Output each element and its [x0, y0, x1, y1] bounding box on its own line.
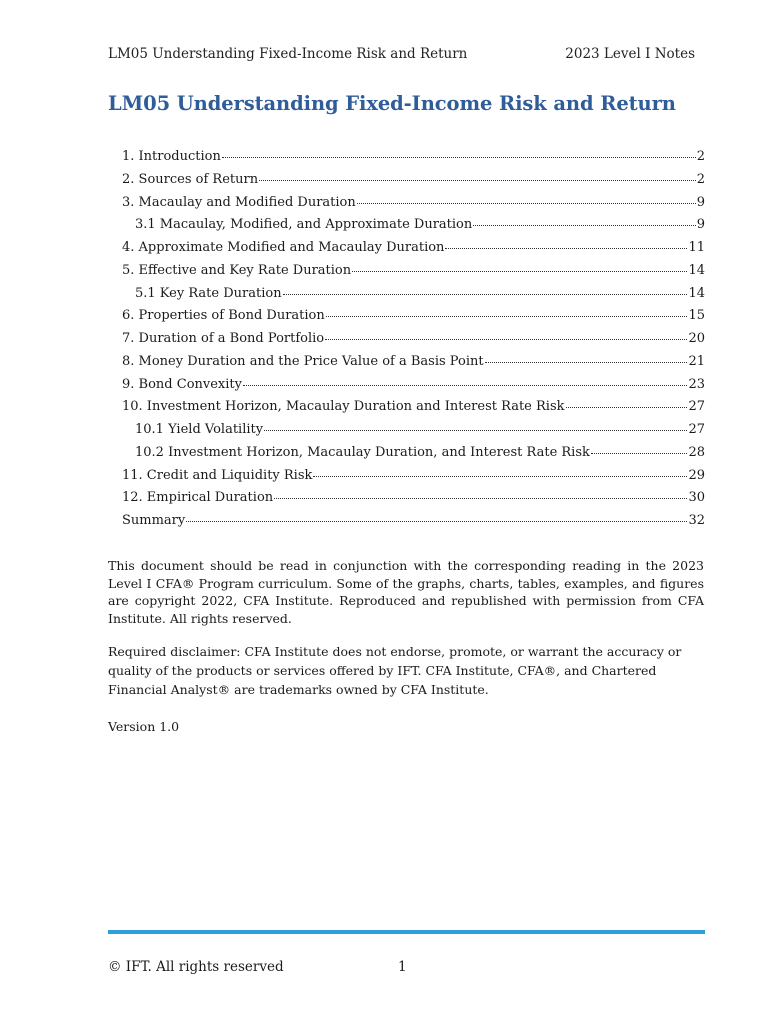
- document-title: LM05 Understanding Fixed-Income Risk and Return: [108, 92, 676, 115]
- version-label: Version 1.0: [108, 719, 180, 734]
- toc-entry-label: 7. Duration of a Bond Portfolio: [122, 331, 325, 346]
- toc-entry[interactable]: [122, 468, 705, 491]
- toc-entry[interactable]: [122, 217, 705, 240]
- header-level-notes: 2023 Level I Notes: [565, 46, 695, 62]
- toc-entry[interactable]: [122, 422, 705, 445]
- toc-entry-page: 30: [688, 490, 705, 506]
- toc-entry[interactable]: [122, 149, 705, 172]
- toc-entry[interactable]: [122, 354, 705, 377]
- toc-entry-page: 21: [688, 353, 705, 369]
- toc-entry[interactable]: [122, 240, 705, 263]
- toc-dot-leader: [259, 179, 696, 181]
- toc-entry[interactable]: [122, 331, 705, 354]
- toc-entry-page: 2: [696, 149, 705, 164]
- toc-entry-label: 5.1 Key Rate Duration: [135, 285, 282, 301]
- toc-entry-label: 4. Approximate Modified and Macaulay Duration: [122, 240, 445, 255]
- toc-entry[interactable]: [122, 490, 705, 513]
- toc-dot-leader: [352, 270, 687, 272]
- toc-dot-leader: [473, 224, 695, 226]
- toc-dot-leader: [326, 315, 688, 317]
- toc-entry[interactable]: [122, 286, 705, 309]
- toc-entry-page: 9: [696, 217, 705, 233]
- conjunction-note: This document should be read in conjunction with the corresponding reading in the 2023 Level I CFA® Program curriculum. Some of the graphs, charts, tables, examples, and figures are copyright 2022, CFA Institute. Reproduced and republished with permission from CFA Institute. All rights reserved.: [108, 558, 704, 626]
- header-doc-title: LM05 Understanding Fixed-Income Risk and Return: [108, 46, 468, 62]
- toc-entry-label: 10.2 Investment Horizon, Macaulay Duration, and Interest Rate Risk: [135, 444, 590, 460]
- toc-entry[interactable]: [122, 195, 705, 218]
- toc-dot-leader: [222, 156, 696, 158]
- toc-dot-leader: [357, 202, 696, 204]
- toc-entry-page: 11: [688, 240, 705, 255]
- toc-entry-page: 23: [688, 376, 705, 392]
- toc-entry-page: 27: [688, 422, 705, 437]
- toc-entry[interactable]: [122, 445, 705, 468]
- footer-copyright: © IFT. All rights reserved: [108, 959, 284, 975]
- toc-entry-page: 27: [688, 399, 705, 415]
- footer-rule: [108, 930, 705, 934]
- toc-entry-page: 9: [696, 194, 705, 210]
- toc-entry-label: 12. Empirical Duration: [122, 490, 274, 506]
- toc-entry-label: 3.1 Macaulay, Modified, and Approximate Duration: [135, 217, 473, 233]
- toc-entry[interactable]: [122, 399, 705, 422]
- toc-dot-leader: [186, 520, 687, 522]
- toc-dot-leader: [591, 452, 688, 454]
- toc-dot-leader: [274, 497, 687, 499]
- toc-dot-leader: [313, 475, 687, 477]
- toc-entry-label: 11. Credit and Liquidity Risk: [122, 467, 313, 483]
- toc-entry-label: 9. Bond Convexity: [122, 376, 242, 392]
- toc-entry-label: 3. Macaulay and Modified Duration: [122, 194, 356, 210]
- toc-dot-leader: [566, 406, 688, 408]
- toc-dot-leader: [283, 293, 688, 295]
- table-of-contents: [122, 149, 705, 536]
- toc-entry[interactable]: [122, 377, 705, 400]
- required-disclaimer: Required disclaimer: CFA Institute does not endorse, promote, or warrant the accuracy or quality of the products or services offered by IFT. CFA Institute, CFA®, and Chartered Financial Analyst® are trademarks owned by CFA Institute.: [108, 644, 682, 697]
- toc-entry-label: 8. Money Duration and the Price Value of a Basis Point: [122, 353, 484, 369]
- toc-entry-page: 32: [688, 513, 705, 528]
- toc-dot-leader: [325, 338, 687, 340]
- toc-entry-page: 14: [688, 285, 705, 301]
- footer-page-number: 1: [398, 959, 407, 975]
- page-header: [108, 46, 695, 62]
- toc-entry-label: 2. Sources of Return: [122, 171, 259, 187]
- toc-entry-page: 29: [688, 467, 705, 483]
- toc-entry[interactable]: [122, 308, 705, 331]
- toc-entry-page: 20: [688, 331, 705, 346]
- toc-entry[interactable]: [122, 513, 705, 536]
- toc-entry[interactable]: [122, 172, 705, 195]
- toc-entry-page: 2: [696, 171, 705, 187]
- toc-entry-label: Summary: [122, 513, 186, 528]
- toc-entry-label: 10.1 Yield Volatility: [135, 422, 264, 437]
- toc-entry-page: 14: [688, 262, 705, 278]
- toc-entry[interactable]: [122, 263, 705, 286]
- toc-entry-label: 5. Effective and Key Rate Duration: [122, 262, 352, 278]
- toc-dot-leader: [485, 361, 688, 363]
- toc-entry-page: 28: [688, 444, 705, 460]
- toc-dot-leader: [445, 247, 687, 249]
- toc-entry-label: 6. Properties of Bond Duration: [122, 308, 325, 324]
- toc-dot-leader: [243, 384, 687, 386]
- toc-entry-label: 10. Investment Horizon, Macaulay Duration and Interest Rate Risk: [122, 399, 565, 415]
- toc-entry-page: 15: [688, 308, 705, 324]
- toc-entry-label: 1. Introduction: [122, 149, 221, 164]
- toc-dot-leader: [264, 429, 687, 431]
